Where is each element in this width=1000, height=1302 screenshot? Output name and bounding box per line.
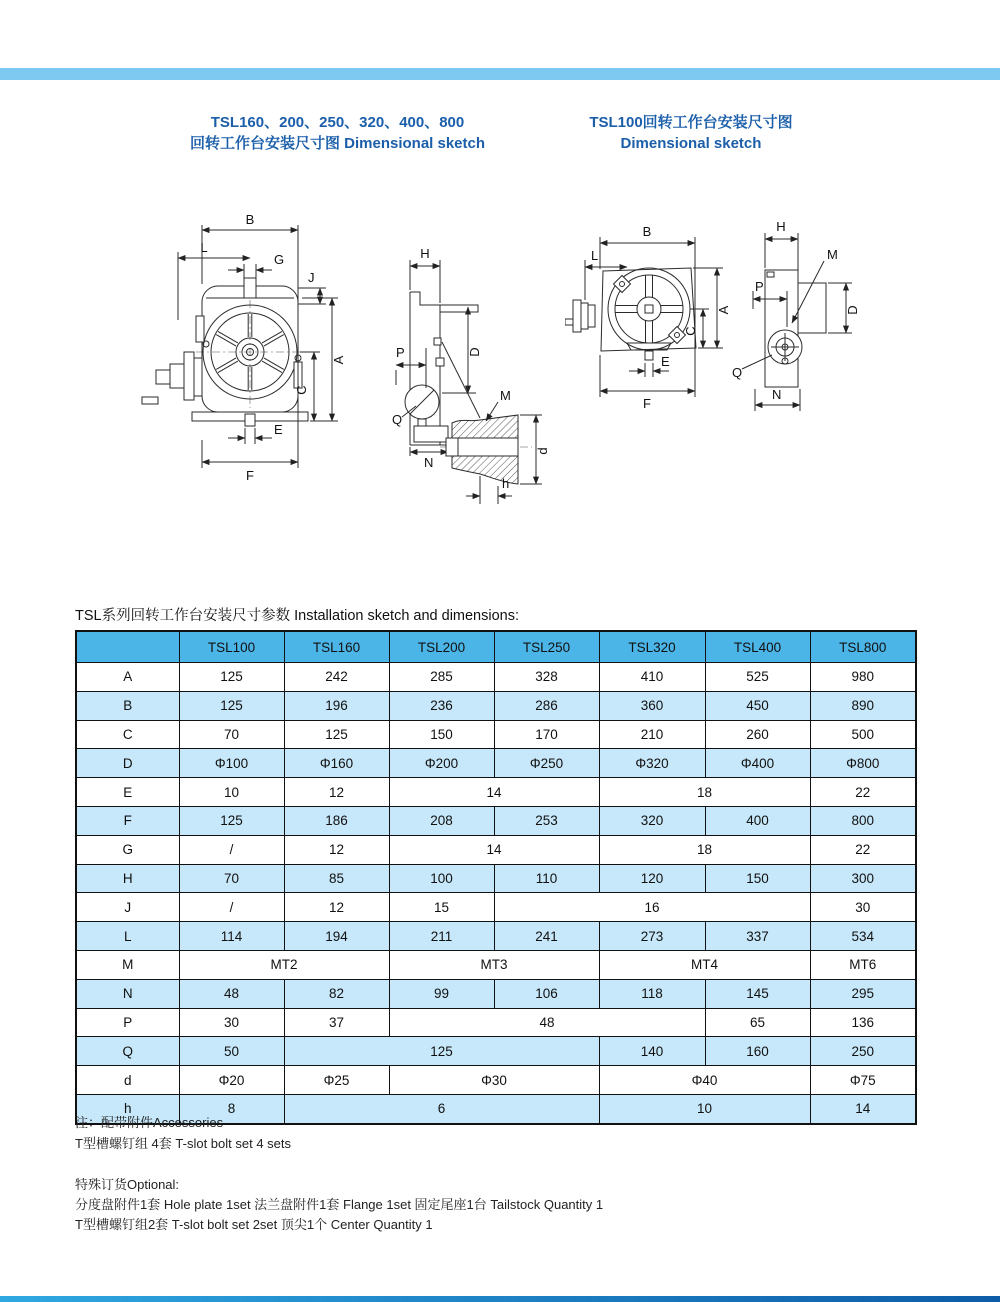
row-label: C xyxy=(76,720,179,749)
dim-cell: 260 xyxy=(705,720,810,749)
row-label: J xyxy=(76,893,179,922)
dim-cell: 70 xyxy=(179,864,284,893)
note-accessories-detail: T型槽螺钉组 4套 T-slot bolt set 4 sets xyxy=(75,1136,291,1151)
dim-cell: 30 xyxy=(810,893,916,922)
dim-cell: 12 xyxy=(284,778,389,807)
dim-cell: 22 xyxy=(810,835,916,864)
dim-label-J: J xyxy=(308,270,315,285)
dim-label-N: N xyxy=(772,387,782,402)
dim-cell: 980 xyxy=(810,663,916,692)
heading-right xyxy=(560,112,822,154)
dim-label-E: E xyxy=(661,354,670,369)
dim-cell: 70 xyxy=(179,720,284,749)
dim-cell: MT3 xyxy=(389,950,599,979)
row-label: P xyxy=(76,1008,179,1037)
row-label: N xyxy=(76,979,179,1008)
note-accessories-title: 注：配带附件Accessories xyxy=(75,1115,224,1130)
dim-label-G: G xyxy=(274,252,285,267)
dim-cell: 890 xyxy=(810,691,916,720)
sketch-large-front-view xyxy=(140,200,390,500)
dim-cell: 145 xyxy=(705,979,810,1008)
heading-left-line1: TSL160、200、250、320、400、800 xyxy=(210,114,465,131)
dim-label-N: N xyxy=(424,455,434,470)
dim-cell: 65 xyxy=(705,1008,810,1037)
dim-cell: 211 xyxy=(389,922,494,951)
dim-cell: 136 xyxy=(810,1008,916,1037)
dim-label-E: E xyxy=(274,422,283,437)
dim-cell: 525 xyxy=(705,663,810,692)
dim-cell: / xyxy=(179,893,284,922)
dim-cell: 241 xyxy=(494,922,599,951)
dim-label-h: h xyxy=(502,476,510,491)
col-header: TSL800 xyxy=(810,631,916,663)
dim-cell: / xyxy=(179,835,284,864)
row-label: E xyxy=(76,778,179,807)
dim-cell: MT4 xyxy=(599,950,810,979)
dim-label-L: L xyxy=(591,248,599,263)
dim-label-L: L xyxy=(200,240,208,255)
row-label: H xyxy=(76,864,179,893)
dim-cell: 118 xyxy=(599,979,705,1008)
row-label: F xyxy=(76,806,179,835)
dim-cell: 110 xyxy=(494,864,599,893)
dim-cell: 300 xyxy=(810,864,916,893)
dim-cell: 125 xyxy=(284,720,389,749)
dim-cell: Φ200 xyxy=(389,749,494,778)
dim-label-P: P xyxy=(396,345,405,360)
dim-cell: 37 xyxy=(284,1008,389,1037)
sketch-small-side-view xyxy=(730,215,900,415)
dim-cell: 534 xyxy=(810,922,916,951)
col-header: TSL200 xyxy=(389,631,494,663)
dim-cell: 125 xyxy=(284,1037,599,1066)
dim-cell: 16 xyxy=(494,893,810,922)
dim-cell: 273 xyxy=(599,922,705,951)
heading-left-line2: 回转工作台安装尺寸图 Dimensional sketch xyxy=(189,135,486,152)
dim-cell: 22 xyxy=(810,778,916,807)
dim-label-D: D xyxy=(845,305,860,315)
col-header: TSL160 xyxy=(284,631,389,663)
dim-cell: 100 xyxy=(389,864,494,893)
dim-label-d: d xyxy=(535,447,550,455)
dim-cell: 286 xyxy=(494,691,599,720)
dim-cell: 170 xyxy=(494,720,599,749)
dim-cell: 337 xyxy=(705,922,810,951)
col-header: TSL400 xyxy=(705,631,810,663)
dim-cell: 12 xyxy=(284,893,389,922)
dim-cell: 186 xyxy=(284,806,389,835)
dim-cell: 125 xyxy=(179,806,284,835)
dim-cell: Φ75 xyxy=(810,1066,916,1095)
dim-cell: 140 xyxy=(599,1037,705,1066)
dim-cell: 12 xyxy=(284,835,389,864)
row-label: M xyxy=(76,950,179,979)
dim-label-M: M xyxy=(500,388,511,403)
dim-cell: 18 xyxy=(599,778,810,807)
dim-cell: 10 xyxy=(599,1094,810,1123)
dim-label-A: A xyxy=(331,355,346,365)
dim-cell: Φ400 xyxy=(705,749,810,778)
dim-cell: 253 xyxy=(494,806,599,835)
dim-cell: 50 xyxy=(179,1037,284,1066)
dim-cell: 800 xyxy=(810,806,916,835)
dim-cell: 194 xyxy=(284,922,389,951)
dim-cell: 320 xyxy=(599,806,705,835)
heading-right-line2: Dimensional sketch xyxy=(620,135,762,152)
dim-cell: 328 xyxy=(494,663,599,692)
dim-cell: 10 xyxy=(179,778,284,807)
dim-cell: Φ320 xyxy=(599,749,705,778)
col-header: TSL100 xyxy=(179,631,284,663)
dim-cell: 150 xyxy=(705,864,810,893)
bottom-accent-bar xyxy=(0,1296,1000,1302)
dim-cell: Φ30 xyxy=(389,1066,599,1095)
dim-label-H: H xyxy=(776,219,786,234)
dim-cell: MT2 xyxy=(179,950,389,979)
table-title: TSL系列回转工作台安装尺寸参数 Installation sketch and dimensions: xyxy=(75,608,519,624)
dim-label-Q: Q xyxy=(732,365,743,380)
dim-cell: 85 xyxy=(284,864,389,893)
dim-cell: Φ100 xyxy=(179,749,284,778)
note-optional-line2: T型槽螺钉组2套 T-slot bolt set 2set 顶尖1个 Center Quantity 1 xyxy=(75,1217,433,1232)
dim-cell: 106 xyxy=(494,979,599,1008)
dim-cell: Φ160 xyxy=(284,749,389,778)
row-label: G xyxy=(76,835,179,864)
dim-cell: 360 xyxy=(599,691,705,720)
row-label: Q xyxy=(76,1037,179,1066)
heading-left xyxy=(180,112,495,154)
dim-cell: 99 xyxy=(389,979,494,1008)
dim-cell: 82 xyxy=(284,979,389,1008)
dim-label-D: D xyxy=(467,347,482,357)
dim-label-Q: Q xyxy=(392,412,403,427)
dim-cell: 236 xyxy=(389,691,494,720)
dim-cell: 500 xyxy=(810,720,916,749)
dim-cell: 196 xyxy=(284,691,389,720)
col-header: TSL250 xyxy=(494,631,599,663)
corner-cell xyxy=(76,631,179,663)
note-optional-line1: 分度盘附件1套 Hole plate 1set 法兰盘附件1套 Flange 1set 固定尾座1台 Tailstock Quantity 1 xyxy=(75,1197,604,1212)
dim-cell: Φ25 xyxy=(284,1066,389,1095)
dim-label-A: A xyxy=(716,305,731,315)
dim-label-H: H xyxy=(420,246,430,261)
dim-label-B: B xyxy=(642,224,652,239)
row-label: h xyxy=(76,1094,179,1123)
dim-label-B: B xyxy=(245,212,255,227)
dim-cell: 160 xyxy=(705,1037,810,1066)
dim-label-P: P xyxy=(755,279,764,294)
dim-label-F: F xyxy=(643,396,651,411)
dim-cell: 250 xyxy=(810,1037,916,1066)
dim-cell: 242 xyxy=(284,663,389,692)
row-label: D xyxy=(76,749,179,778)
dim-cell: 48 xyxy=(389,1008,705,1037)
row-label: d xyxy=(76,1066,179,1095)
dim-cell: MT6 xyxy=(810,950,916,979)
dim-cell: 125 xyxy=(179,691,284,720)
dim-cell: 14 xyxy=(389,835,599,864)
col-header: TSL320 xyxy=(599,631,705,663)
dim-cell: Φ40 xyxy=(599,1066,810,1095)
dim-label-C: C xyxy=(683,326,698,336)
dim-cell: Φ250 xyxy=(494,749,599,778)
dim-cell: 400 xyxy=(705,806,810,835)
dim-label-M: M xyxy=(827,247,838,262)
dim-cell: 14 xyxy=(389,778,599,807)
dim-cell: 120 xyxy=(599,864,705,893)
sketch-large-side-view xyxy=(390,230,565,510)
row-label: L xyxy=(76,922,179,951)
dim-cell: 285 xyxy=(389,663,494,692)
dim-cell: 15 xyxy=(389,893,494,922)
dim-cell: 208 xyxy=(389,806,494,835)
dim-cell: 8 xyxy=(179,1094,284,1123)
dim-cell: 114 xyxy=(179,922,284,951)
dim-cell: 410 xyxy=(599,663,705,692)
note-optional-title: 特殊订货Optional: xyxy=(75,1177,180,1192)
dim-cell: Φ20 xyxy=(179,1066,284,1095)
dim-cell: 6 xyxy=(284,1094,599,1123)
dimensions-table xyxy=(75,630,917,1125)
dim-cell: Φ800 xyxy=(810,749,916,778)
dim-label-F: F xyxy=(246,468,254,483)
dim-cell: 295 xyxy=(810,979,916,1008)
dim-cell: 14 xyxy=(810,1094,916,1123)
top-accent-bar xyxy=(0,68,1000,80)
dim-cell: 48 xyxy=(179,979,284,1008)
sketch-small-front-view xyxy=(565,205,743,415)
dim-cell: 210 xyxy=(599,720,705,749)
dim-cell: 30 xyxy=(179,1008,284,1037)
dim-cell: 18 xyxy=(599,835,810,864)
dim-label-C: C xyxy=(294,385,309,395)
dim-cell: 125 xyxy=(179,663,284,692)
row-label: A xyxy=(76,663,179,692)
heading-right-line1: TSL100回转工作台安装尺寸图 xyxy=(589,114,793,131)
row-label: B xyxy=(76,691,179,720)
dim-cell: 150 xyxy=(389,720,494,749)
dim-cell: 450 xyxy=(705,691,810,720)
